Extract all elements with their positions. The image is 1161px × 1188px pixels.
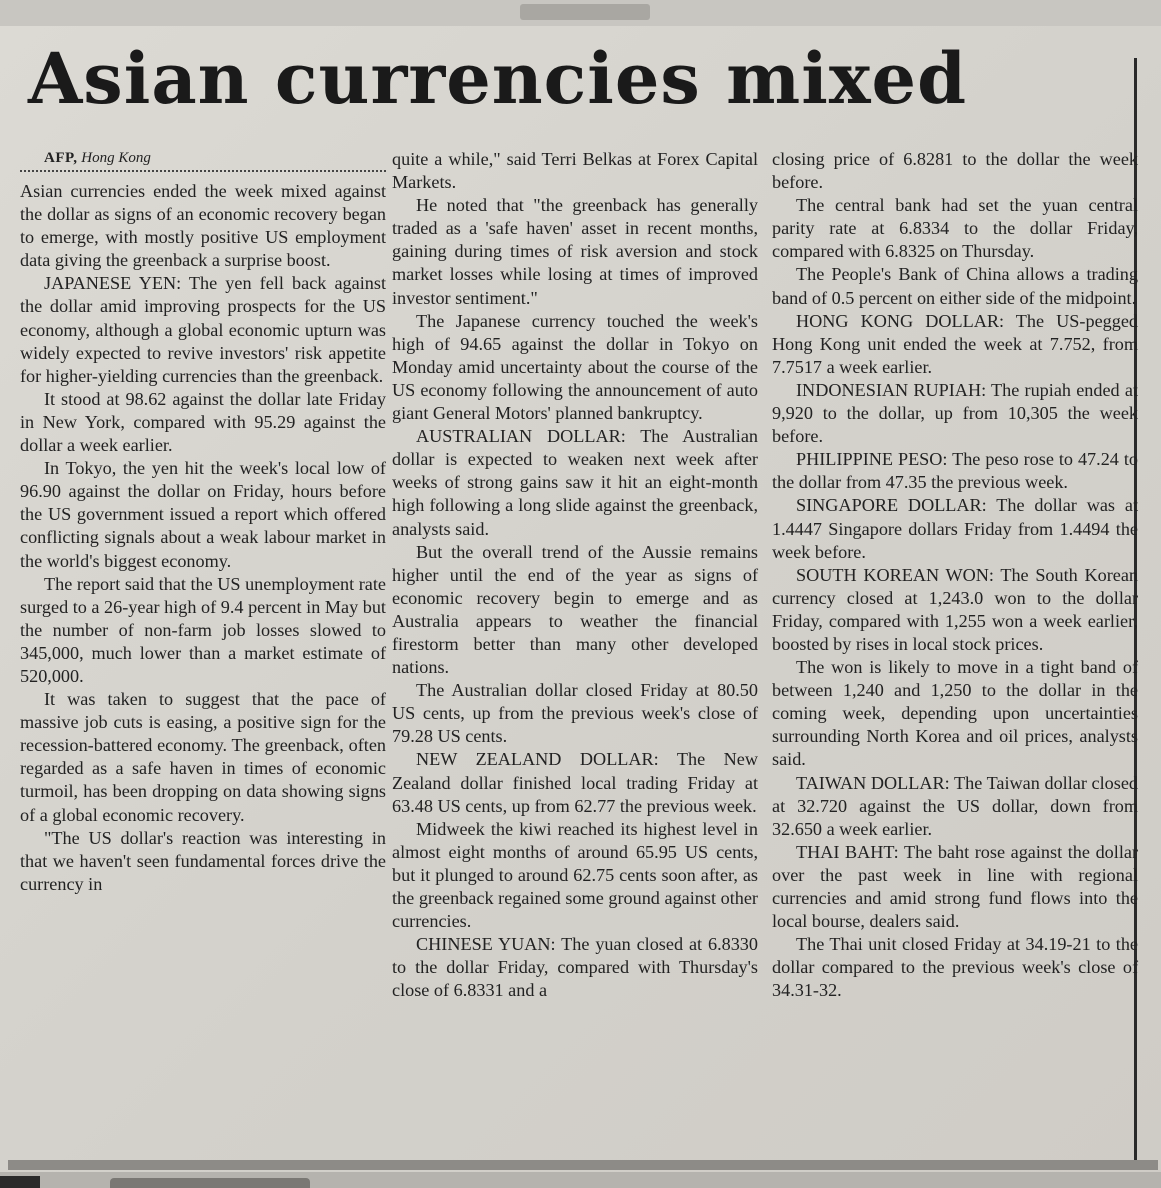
paragraph: The report said that the US unemployment rate surged to a 26-year high of 9.4 percent in May but the number of non-farm job losses slowed to 345,000, much lower than a market estimate of 520,000.	[20, 573, 386, 686]
article-column-2	[392, 148, 758, 1002]
paragraph: It was taken to suggest that the pace of massive job cuts is easing, a positive sign for the recession-battered economy. The greenback, often regarded as a safe haven in times of economic turmoil, has been dropping on data showing signs of a global economic recovery.	[20, 689, 386, 825]
paragraph: The Australian dollar closed Friday at 80.50 US cents, up from the previous week's close of 79.28 US cents.	[392, 680, 758, 747]
paragraph: SINGAPORE DOLLAR: The dollar was at 1.4447 Singapore dollars Friday from 1.4494 the week before.	[772, 495, 1138, 562]
paragraph: INDONESIAN RUPIAH: The rupiah ended at 9,920 to the dollar, up from 10,305 the week before.	[772, 379, 1138, 447]
paragraph: "The US dollar's reaction was interesting in that we haven't seen fundamental forces drive the currency in	[20, 827, 386, 894]
paragraph: TAIWAN DOLLAR: The Taiwan dollar closed at 32.720 against the US dollar, down from 32.650 a week earlier.	[772, 772, 1138, 839]
bottom-divider	[8, 1160, 1158, 1170]
byline-place: Hong Kong	[81, 150, 151, 166]
next-section-heading-remnant	[110, 1178, 310, 1188]
paragraph: But the overall trend of the Aussie remains higher until the end of the year as signs of economic recovery begin to emerge and as Australia appears to weather the financial firestorm better than many other developed nations.	[392, 541, 758, 678]
paragraph: Asian currencies ended the week mixed against the dollar as signs of an economic recovery began to emerge, with mostly positive US employment data giving the greenback a surprise boost.	[20, 181, 386, 271]
paragraph: HONG KONG DOLLAR: The US-pegged Hong Kong unit ended the week at 7.752, from 7.7517 a week earlier.	[772, 310, 1138, 377]
paragraph: closing price of 6.8281 to the dollar the week before.	[772, 149, 1138, 193]
paragraph: It stood at 98.62 against the dollar late Friday in New York, compared with 95.29 against the dollar a week earlier.	[20, 388, 386, 456]
paragraph: The People's Bank of China allows a trading band of 0.5 percent on either side of the midpoint.	[772, 264, 1138, 308]
paragraph: Midweek the kiwi reached its highest level in almost eight months of around 65.95 US cents, but it plunged to around 62.75 cents soon after, as the greenback regained some ground against other currencies.	[392, 818, 758, 932]
next-section-marker	[0, 1176, 40, 1188]
paragraph: THAI BAHT: The baht rose against the dollar over the past week in line with regional currencies and amid strong fund flows into the local bourse, dealers said.	[772, 841, 1138, 932]
paragraph: The Thai unit closed Friday at 34.19-21 to the dollar compared to the previous week's close of 34.31-32.	[772, 934, 1138, 1001]
paragraph: NEW ZEALAND DOLLAR: The New Zealand dollar finished local trading Friday at 63.48 US cents, up from 62.77 the previous week.	[392, 749, 758, 816]
byline-agency: AFP,	[44, 150, 78, 166]
previous-article-remnant	[520, 4, 650, 20]
paragraph: PHILIPPINE PESO: The peso rose to 47.24 to the dollar from 47.35 the previous week.	[772, 449, 1138, 493]
headline: Asian currencies mixed	[28, 37, 968, 120]
paragraph: AUSTRALIAN DOLLAR: The Australian dollar is expected to weaken next week after weeks of strong gains saw it hit an eight-month high following a long slide against the greenback, analysts said.	[392, 426, 758, 539]
paragraph: The won is likely to move in a tight band of between 1,240 and 1,250 to the dollar in the coming week, depending upon uncertainties surrounding North Korea and oil prices, analysts said.	[772, 657, 1138, 770]
paragraph: JAPANESE YEN: The yen fell back against the dollar amid improving prospects for the US economy, although a global economic upturn was widely expected to revive investors' risk appetite for higher-yielding currencies than the greenback.	[20, 273, 386, 386]
paragraph: The central bank had set the yuan central parity rate at 6.8334 to the dollar Friday, compared with 6.8325 on Thursday.	[772, 195, 1138, 262]
article-column-1	[20, 148, 386, 896]
paragraph: SOUTH KOREAN WON: The South Korean currency closed at 1,243.0 won to the dollar Friday, compared with 1,255 won a week earlier, boosted by rises in local stock prices.	[772, 564, 1138, 654]
paragraph: In Tokyo, the yen hit the week's local low of 96.90 against the dollar on Friday, hours before the US government issued a report which offered conflicting signals about a weak labour market in the world's biggest economy.	[20, 458, 386, 571]
paragraph: He noted that "the greenback has generally traded as a 'safe haven' asset in recent months, gaining during times of risk aversion and stock market losses while losing at times of improved investor sentiment."	[392, 195, 758, 308]
paragraph: quite a while," said Terri Belkas at Forex Capital Markets.	[392, 149, 758, 193]
article-column-3	[772, 148, 1138, 1002]
paragraph: CHINESE YUAN: The yuan closed at 6.8330 to the dollar Friday, compared with Thursday's close of 6.8331 and a	[392, 934, 758, 1001]
paragraph: The Japanese currency touched the week's high of 94.65 against the dollar in Tokyo on Monday amid uncertainty about the course of the US economy following the announcement of auto giant General Motors' planned bankruptcy.	[392, 310, 758, 424]
byline	[20, 148, 386, 168]
top-edge-strip	[0, 0, 1161, 26]
dotted-divider	[20, 170, 386, 172]
